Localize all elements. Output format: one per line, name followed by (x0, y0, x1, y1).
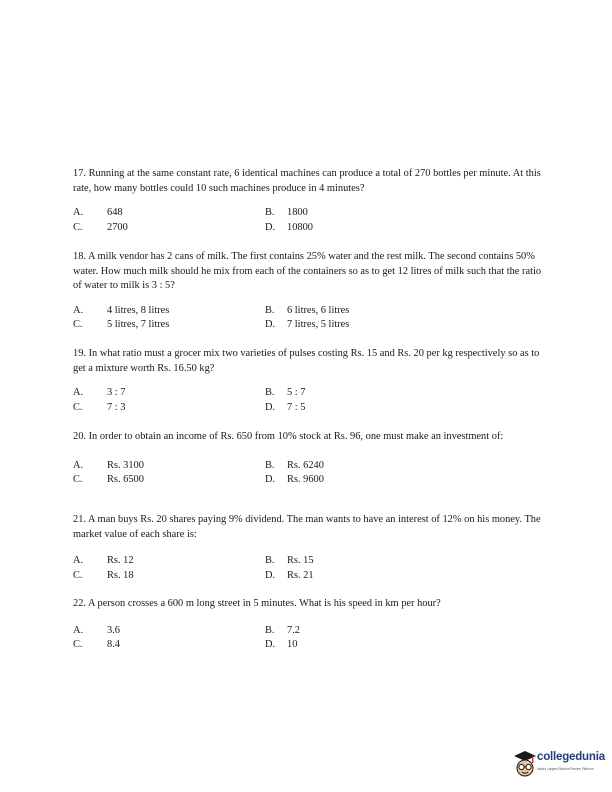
question-text: 22. A person crosses a 600 m long street in 5 minutes. What is his speed in km per hour? (73, 598, 441, 609)
option-value: 1800 (287, 207, 308, 219)
options (73, 624, 543, 653)
option-row (73, 569, 543, 584)
options (73, 554, 543, 583)
option-row (73, 221, 543, 236)
option-label: D. (265, 319, 276, 331)
option-row (73, 554, 543, 569)
option-label: D. (265, 221, 276, 233)
option-label: C. (73, 401, 83, 413)
option-value: Rs. 9600 (287, 474, 324, 486)
option-label: C. (73, 569, 83, 581)
logo-tagline: India's Largest Student Review Platform (537, 767, 594, 771)
option-label: B. (265, 459, 275, 471)
option-value: 7.2 (287, 624, 300, 636)
question-text: 21. A man buys Rs. 20 shares paying 9% dividend. The man wants to have an interest of 12% on his money. The market value of each share is: (73, 514, 541, 540)
option-label: C. (73, 319, 83, 331)
option-label: D. (265, 401, 276, 413)
option-value: 4 litres, 8 litres (107, 304, 170, 316)
options (73, 459, 543, 488)
option-value: 10 (287, 639, 298, 651)
option-label: B. (265, 304, 275, 316)
option-row (73, 624, 543, 639)
option-value: Rs. 15 (287, 555, 314, 567)
option-row (73, 401, 543, 416)
option-label: C. (73, 639, 83, 651)
option-row (73, 473, 543, 488)
collegedunia-logo (513, 749, 608, 783)
option-label: C. (73, 221, 83, 233)
option-row (73, 638, 543, 653)
option-value: Rs. 21 (287, 569, 314, 581)
option-label: A. (73, 304, 84, 316)
options (73, 206, 543, 235)
option-row (73, 304, 543, 319)
option-value: 7 : 5 (287, 401, 306, 413)
question-19 (73, 347, 543, 415)
option-value: Rs. 6240 (287, 459, 324, 471)
option-label: B. (265, 555, 275, 567)
options (73, 386, 543, 415)
question-text: 18. A milk vendor has 2 cans of milk. The first contains 25% water and the rest milk. The second contains 50% water. How much milk should he mix from each of the containers so as to get 12 litres of milk such that the ratio of water to milk is 3 : 5? (73, 251, 542, 292)
option-row (73, 206, 543, 221)
option-value: 6 litres, 6 litres (287, 304, 350, 316)
option-label: A. (73, 207, 84, 219)
option-value: 5 : 7 (287, 387, 306, 399)
option-label: A. (73, 459, 84, 471)
option-value: Rs. 12 (107, 555, 134, 567)
option-value: Rs. 6500 (107, 474, 144, 486)
option-row (73, 459, 543, 474)
question-21 (73, 513, 543, 583)
question-text: 19. In what ratio must a grocer mix two varieties of pulses costing Rs. 15 and Rs. 20 per kg respectively so as to get a mixture worth Rs. 16.50 kg? (73, 348, 540, 374)
question-22 (73, 597, 543, 653)
option-label: D. (265, 569, 276, 581)
option-label: D. (265, 639, 276, 651)
question-17 (73, 167, 543, 235)
option-value: 3.6 (107, 624, 120, 636)
option-value: 10800 (287, 221, 313, 233)
logo-name: collegedunia (537, 751, 605, 763)
question-text: 17. Running at the same constant rate, 6 identical machines can produce a total of 270 bottles per minute. At this rate, how many bottles could 10 such machines produce in 4 minutes? (73, 168, 541, 194)
option-value: 8.4 (107, 639, 120, 651)
options (73, 304, 543, 333)
option-value: Rs. 18 (107, 569, 134, 581)
option-label: A. (73, 387, 84, 399)
option-label: B. (265, 624, 275, 636)
option-row (73, 386, 543, 401)
option-value: 5 litres, 7 litres (107, 319, 170, 331)
option-value: 2700 (107, 221, 128, 233)
option-value: 7 litres, 5 litres (287, 319, 350, 331)
question-20 (73, 430, 543, 488)
option-value: 7 : 3 (107, 401, 126, 413)
option-value: 648 (107, 207, 123, 219)
question-text: 20. In order to obtain an income of Rs. 650 from 10% stock at Rs. 96, one must make an investment of: (73, 431, 504, 442)
option-label: C. (73, 474, 83, 486)
option-value: Rs. 3100 (107, 459, 144, 471)
option-row (73, 318, 543, 333)
option-label: B. (265, 387, 275, 399)
option-value: 3 : 7 (107, 387, 126, 399)
option-label: D. (265, 474, 276, 486)
mascot-icon (513, 749, 537, 779)
question-18 (73, 250, 543, 333)
option-label: A. (73, 624, 84, 636)
option-label: A. (73, 555, 84, 567)
option-label: B. (265, 207, 275, 219)
